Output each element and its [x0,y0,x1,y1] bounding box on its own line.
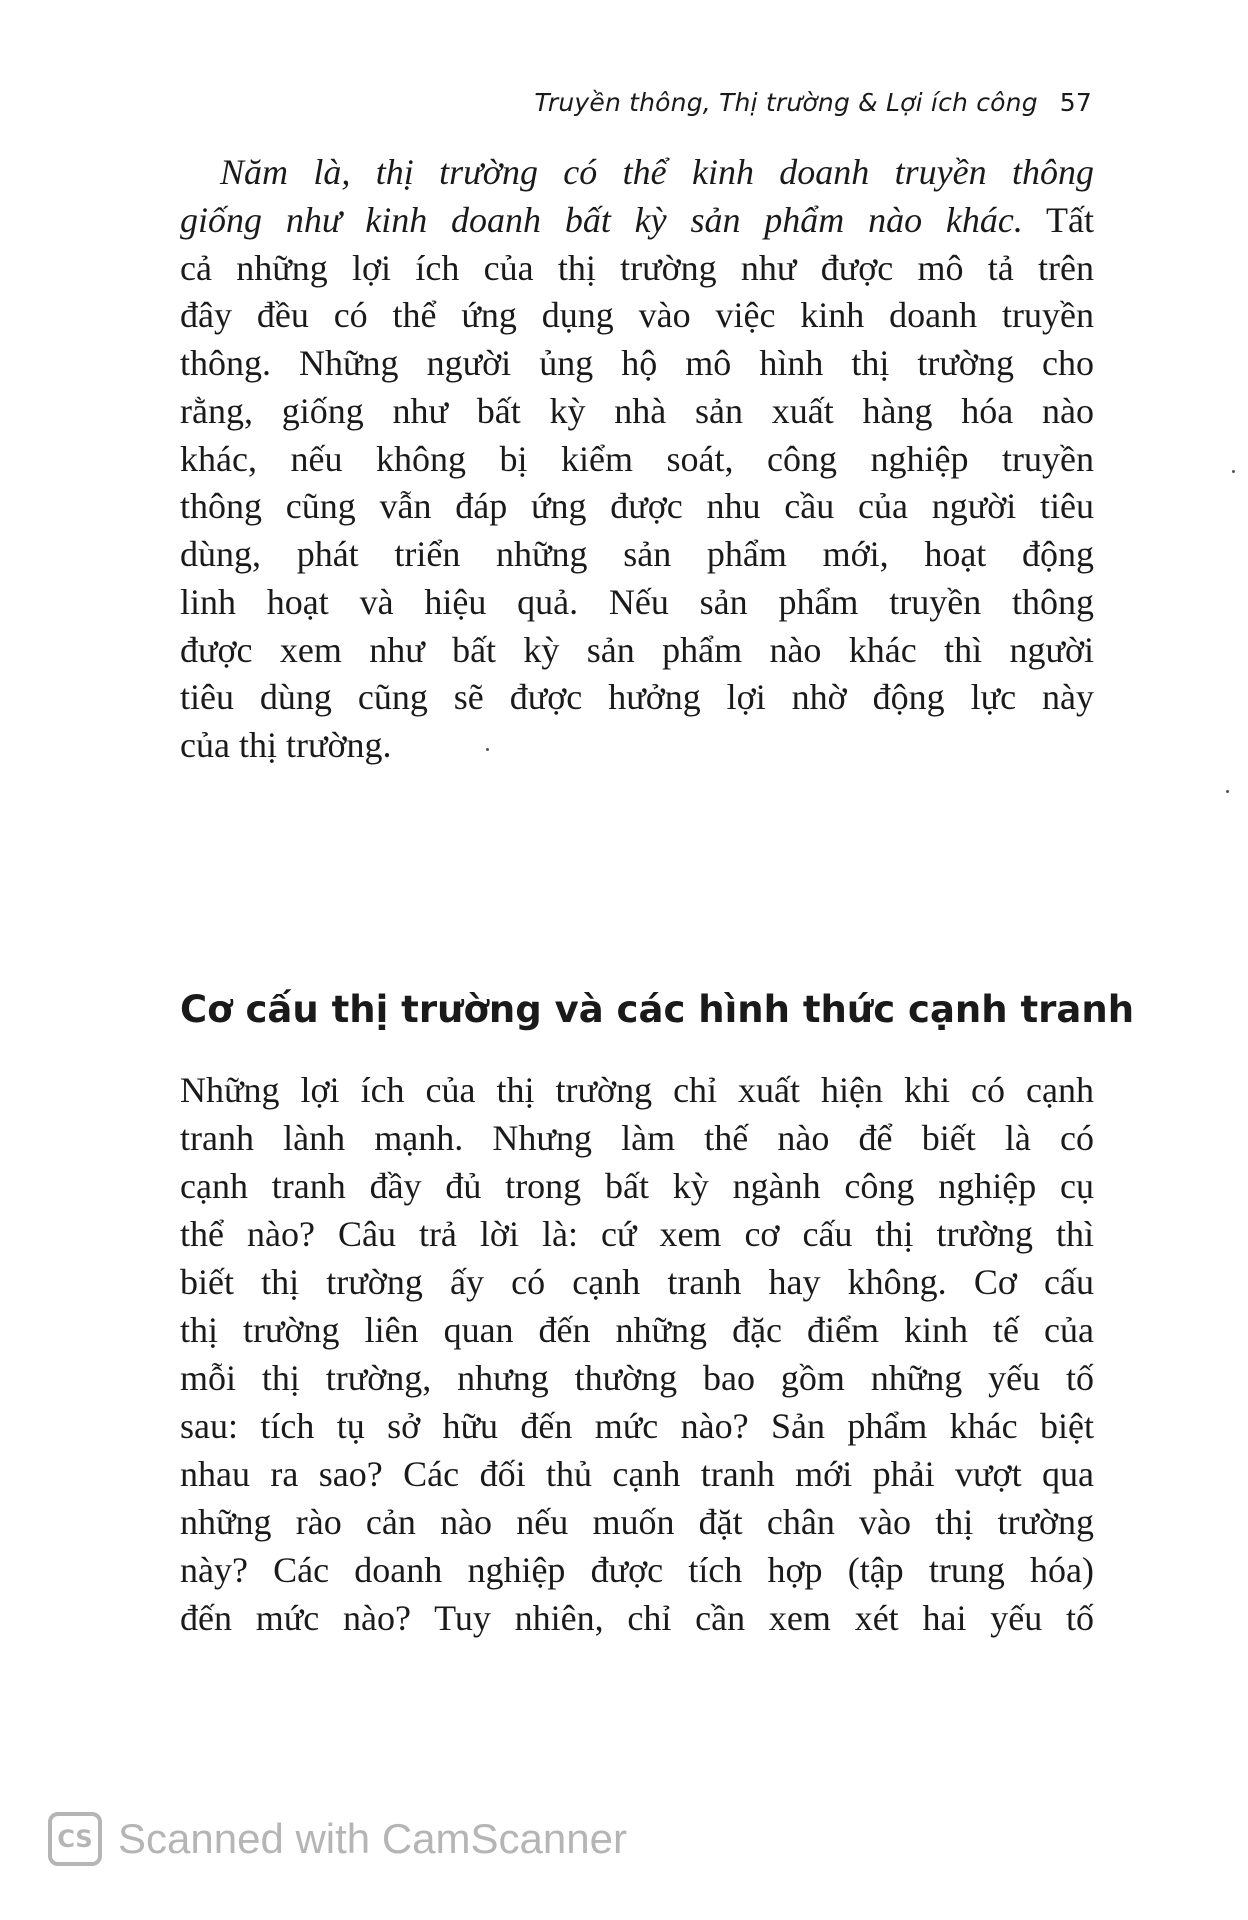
paragraph-2-line-2: tranh lành mạnh. Nhưng làm thế nào để biết là có [180,1118,1094,1158]
paragraph-2-line-9: nhau ra sao? Các đối thủ cạnh tranh mới phải vượt qua [180,1454,1094,1494]
paragraph-2-line-4: thể nào? Câu trả lời là: cứ xem cơ cấu thị trường thì [180,1214,1094,1254]
italic-text: Năm là, thị trường có thể kinh doanh truyền thông [220,152,1094,192]
paragraph-2-line-1: Những lợi ích của thị trường chỉ xuất hiện khi có cạnh [180,1070,1094,1110]
paragraph-2-line-7: mỗi thị trường, nhưng thường bao gồm những yếu tố [180,1358,1094,1398]
paragraph-1-line-9: dùng, phát triển những sản phẩm mới, hoạt động [180,534,1094,574]
paragraph-2-line-12: đến mức nào? Tuy nhiên, chỉ cần xem xét hai yếu tố [180,1598,1094,1638]
paragraph-2-line-8: sau: tích tụ sở hữu đến mức nào? Sản phẩm khác biệt [180,1406,1094,1446]
paragraph-1-line-10: linh hoạt và hiệu quả. Nếu sản phẩm truyền thông [180,582,1094,622]
paragraph-2-line-3: cạnh tranh đầy đủ trong bất kỳ ngành công nghiệp cụ [180,1166,1094,1206]
section-heading: Cơ cấu thị trường và các hình thức cạnh tranh [180,988,1135,1031]
paragraph-2-line-11: này? Các doanh nghiệp được tích hợp (tập trung hóa) [180,1550,1094,1590]
text: Tất [1022,200,1094,240]
watermark-text: Scanned with CamScanner [118,1815,627,1862]
paragraph-2-line-5: biết thị trường ấy có cạnh tranh hay không. Cơ cấu [180,1262,1094,1302]
running-head [534,88,1092,117]
paragraph-1-line-2 [180,200,1094,240]
paragraph-1-line-1 [220,152,1094,192]
paragraph-1-line-12: tiêu dùng cũng sẽ được hưởng lợi nhờ động lực này [180,677,1094,717]
scan-speck [1232,470,1235,473]
paragraph-2-line-6: thị trường liên quan đến những đặc điểm kinh tế của [180,1310,1094,1350]
paragraph-1-line-7: khác, nếu không bị kiểm soát, công nghiệp truyền [180,439,1094,479]
running-title: Truyền thông, Thị trường & Lợi ích công [534,88,1038,117]
italic-text: giống như kinh doanh bất kỳ sản phẩm nào khác. [180,200,1023,240]
camscanner-logo-icon: CS [48,1812,102,1866]
scan-speck [1226,790,1229,793]
page-number: 57 [1059,88,1092,117]
paragraph-1-line-13: của thị trường. [180,725,392,765]
paragraph-1-line-5: thông. Những người ủng hộ mô hình thị trường cho [180,343,1094,383]
paragraph-1-line-3: cả những lợi ích của thị trường như được mô tả trên [180,248,1094,288]
paragraph-1-line-11: được xem như bất kỳ sản phẩm nào khác thì người [180,630,1094,670]
camscanner-watermark [48,1812,627,1866]
paragraph-1-line-6: rằng, giống như bất kỳ nhà sản xuất hàng hóa nào [180,391,1094,431]
scan-speck [486,748,489,751]
paragraph-1-line-8: thông cũng vẫn đáp ứng được nhu cầu của người tiêu [180,486,1094,526]
paragraph-2-line-10: những rào cản nào nếu muốn đặt chân vào thị trường [180,1502,1094,1542]
paragraph-1-line-4: đây đều có thể ứng dụng vào việc kinh doanh truyền [180,295,1094,335]
